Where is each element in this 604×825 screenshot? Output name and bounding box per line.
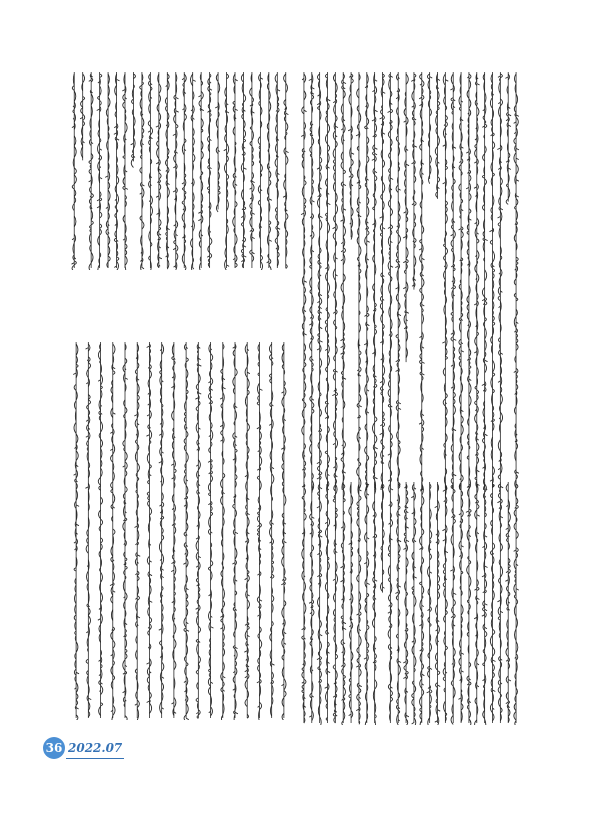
script-line bbox=[267, 72, 272, 270]
script-line bbox=[349, 482, 353, 723]
script-line bbox=[257, 342, 263, 720]
vertical-text-block-middle bbox=[300, 70, 520, 490]
script-line bbox=[332, 72, 338, 490]
script-line bbox=[411, 482, 416, 725]
script-lines-right bbox=[300, 480, 520, 725]
vertical-text-block-left-lower bbox=[70, 340, 290, 720]
script-line bbox=[183, 342, 189, 720]
script-line bbox=[395, 482, 401, 725]
script-line bbox=[364, 482, 370, 725]
script-line bbox=[258, 72, 263, 270]
script-line bbox=[241, 72, 246, 268]
script-line bbox=[72, 72, 77, 270]
script-line bbox=[148, 72, 153, 270]
script-line bbox=[110, 342, 115, 720]
script-line bbox=[403, 72, 409, 362]
script-lines-left-upper bbox=[70, 70, 290, 270]
script-line bbox=[381, 482, 385, 593]
script-line bbox=[435, 72, 440, 199]
script-line bbox=[505, 72, 511, 204]
script-line bbox=[442, 72, 448, 490]
page-footer bbox=[43, 737, 122, 759]
script-line bbox=[450, 72, 456, 489]
script-line bbox=[356, 72, 362, 489]
script-line bbox=[182, 72, 186, 270]
script-line bbox=[419, 72, 425, 490]
script-line bbox=[134, 342, 140, 720]
script-line bbox=[269, 342, 274, 718]
script-line bbox=[395, 72, 401, 488]
script-line bbox=[309, 72, 315, 490]
script-line bbox=[317, 482, 322, 725]
script-line bbox=[105, 72, 110, 268]
script-line bbox=[309, 482, 314, 723]
script-lines-left-lower bbox=[70, 340, 290, 720]
script-line bbox=[165, 72, 169, 269]
script-line bbox=[131, 72, 136, 168]
script-line bbox=[98, 342, 103, 718]
script-line bbox=[388, 482, 393, 723]
script-line bbox=[458, 482, 463, 723]
script-line bbox=[514, 72, 519, 488]
script-line bbox=[514, 482, 519, 725]
script-line bbox=[372, 72, 378, 490]
script-line bbox=[198, 72, 203, 270]
script-line bbox=[208, 342, 213, 718]
script-line bbox=[435, 482, 441, 725]
script-line bbox=[156, 72, 162, 268]
script-line bbox=[85, 342, 91, 718]
script-line bbox=[114, 72, 120, 270]
script-line bbox=[73, 342, 79, 720]
script-line bbox=[466, 482, 471, 725]
script-line bbox=[232, 342, 238, 720]
script-line bbox=[281, 342, 286, 720]
script-line bbox=[427, 482, 432, 725]
script-line bbox=[317, 72, 323, 488]
script-line bbox=[122, 72, 128, 270]
script-line bbox=[411, 72, 417, 290]
script-lines-middle bbox=[300, 70, 520, 490]
script-line bbox=[89, 72, 94, 270]
script-line bbox=[490, 482, 495, 723]
issue-date: 2022.07 bbox=[68, 741, 123, 755]
script-line bbox=[195, 342, 201, 719]
script-line bbox=[244, 342, 250, 718]
script-line bbox=[450, 482, 456, 724]
vertical-text-block-left-upper bbox=[70, 70, 290, 270]
script-line bbox=[505, 482, 511, 723]
script-line bbox=[419, 482, 424, 725]
script-line bbox=[207, 72, 212, 268]
script-line bbox=[474, 72, 480, 488]
script-line bbox=[474, 482, 480, 725]
script-line bbox=[497, 482, 503, 723]
script-line bbox=[159, 342, 164, 718]
script-line bbox=[191, 72, 196, 270]
script-line bbox=[497, 72, 503, 488]
script-line bbox=[348, 72, 354, 240]
vertical-text-block-right bbox=[300, 480, 520, 725]
script-line bbox=[466, 72, 471, 489]
script-line bbox=[482, 482, 488, 725]
script-line bbox=[482, 72, 488, 490]
script-line bbox=[325, 482, 330, 723]
script-line bbox=[388, 72, 394, 488]
script-line bbox=[341, 482, 347, 725]
script-line bbox=[333, 482, 338, 723]
script-line bbox=[97, 72, 102, 270]
script-line bbox=[140, 72, 145, 270]
script-line bbox=[490, 72, 495, 488]
script-line bbox=[302, 482, 307, 723]
script-line bbox=[325, 72, 330, 488]
script-line bbox=[233, 72, 238, 268]
script-line bbox=[403, 482, 409, 725]
script-line bbox=[173, 72, 179, 270]
script-line bbox=[250, 72, 255, 268]
script-line bbox=[275, 72, 280, 268]
script-line bbox=[364, 72, 370, 490]
script-line bbox=[356, 482, 362, 724]
script-line bbox=[224, 72, 229, 270]
script-line bbox=[220, 342, 226, 720]
script-line bbox=[301, 72, 307, 488]
script-line bbox=[427, 72, 432, 184]
script-line bbox=[80, 72, 85, 160]
script-line bbox=[372, 482, 377, 725]
script-line bbox=[341, 72, 347, 490]
script-line bbox=[171, 342, 176, 718]
script-line bbox=[123, 342, 128, 720]
script-line bbox=[146, 342, 152, 718]
script-line bbox=[442, 482, 447, 723]
script-line bbox=[215, 72, 220, 212]
page-number-badge: 36 bbox=[43, 737, 65, 759]
footer-underline bbox=[66, 758, 124, 759]
script-line bbox=[283, 72, 289, 269]
script-line bbox=[380, 72, 386, 490]
script-line bbox=[459, 72, 464, 490]
